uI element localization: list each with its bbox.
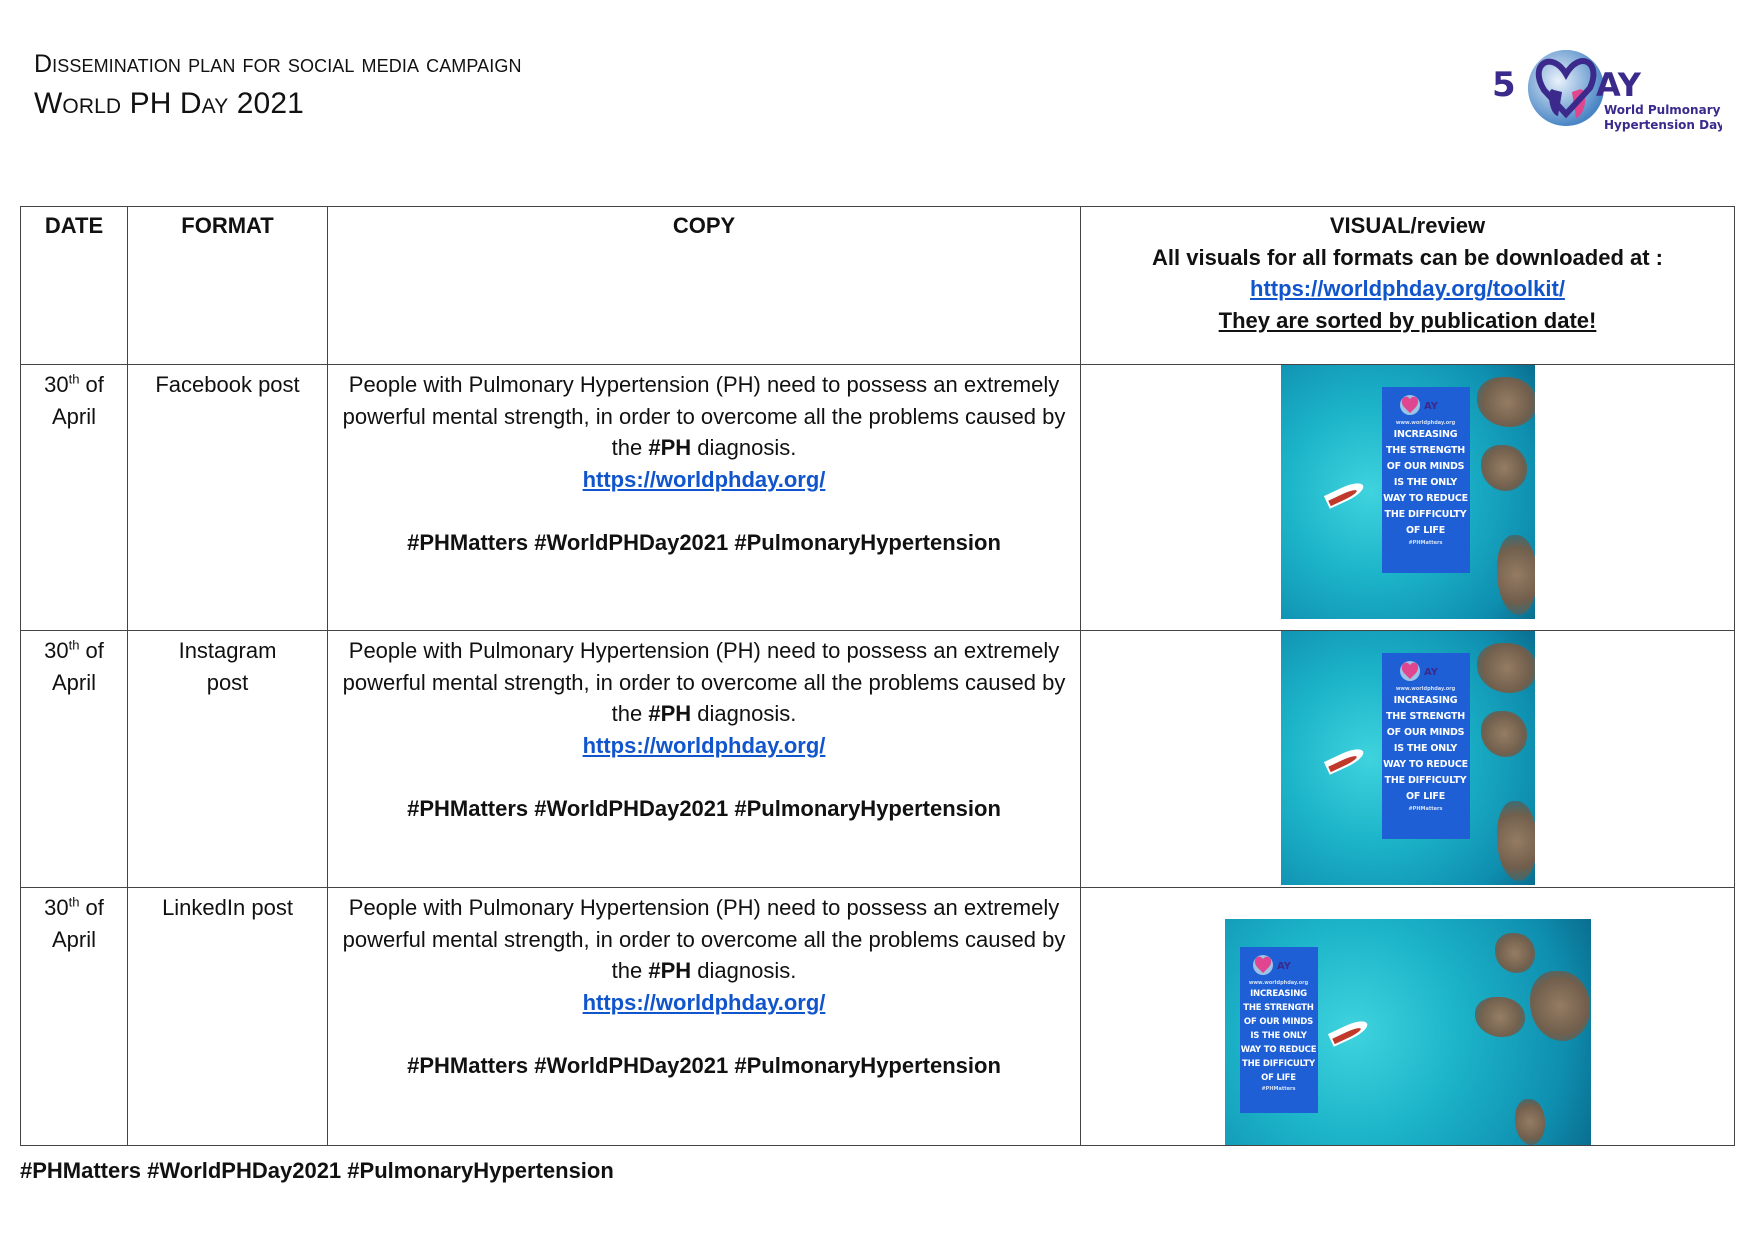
header-visual [1081,207,1735,365]
title-line-2: World PH Day 2021 [34,87,304,120]
visual-note: All visuals for all formats can be downloaded at : [1152,244,1663,270]
visual-cell [1081,888,1735,1146]
mini-logo-icon [1396,393,1456,417]
header-copy: COPY [328,207,1081,365]
footer-hashtags: #PHMatters #WorldPHDay2021 #PulmonaryHypertension [20,1158,614,1183]
svg-text:5: 5 [1492,65,1516,105]
visual-cell [1081,365,1735,631]
format-cell: Facebook post [128,365,328,631]
document-title [34,44,522,124]
campaign-visual-square[interactable] [1281,365,1535,619]
svg-text:Hypertension Day: Hypertension Day [1604,118,1722,132]
header-date: DATE [21,207,128,365]
table-row [21,631,1735,888]
svg-text:AY: AY [1423,401,1438,412]
visual-sorted-note: They are sorted by publication date! [1218,307,1597,333]
title-line-1: Dissemination plan for social media campaign [34,50,522,78]
table-row [21,365,1735,631]
world-ph-day-logo-icon [1492,44,1722,139]
table-row [21,888,1735,1146]
copy-cell: People with Pulmonary Hypertension (PH) need to possess an extremely powerful mental strength, in order to overcome all the problems caused by the #PH diagnosis. https://worldphday.org/ #PHMatters #WorldPHDay2021 #PulmonaryHypertension [328,888,1081,1146]
quote-panel: AY www.worldphday.org INCREASING THE STRENGTH OF OUR MINDS IS THE ONLY WAY TO REDUCE THE DIFFICULTY OF LIFE #PHMatters [1240,947,1318,1113]
world-ph-day-logo [1492,44,1722,139]
dissemination-plan-table [20,206,1735,1146]
toolkit-link[interactable]: https://worldphday.org/toolkit/ [1250,276,1565,301]
copy-cell: People with Pulmonary Hypertension (PH) need to possess an extremely powerful mental strength, in order to overcome all the problems caused by the #PH diagnosis. https://worldphday.org/ #PHMatters #WorldPHDay2021 #PulmonaryHypertension [328,365,1081,631]
svg-text:AY: AY [1596,66,1641,104]
table-header-row [21,207,1735,365]
date-cell: 30th of April [21,631,128,888]
quote-panel: AY www.worldphday.org INCREASING THE STRENGTH OF OUR MINDS IS THE ONLY WAY TO REDUCE THE DIFFICULTY OF LIFE #PHMatters [1382,387,1470,573]
campaign-visual-wide[interactable] [1225,919,1591,1145]
visual-cell [1081,631,1735,888]
format-cell: Instagram post [128,631,328,888]
svg-text:World Pulmonary: World Pulmonary [1604,103,1721,117]
hashtags: #PHMatters #WorldPHDay2021 #PulmonaryHypertension [407,1052,1001,1078]
campaign-visual-square[interactable] [1281,631,1535,885]
date-cell: 30th of April [21,365,128,631]
mini-logo-icon [1396,659,1456,683]
svg-text:AY: AY [1423,667,1438,678]
format-cell: LinkedIn post [128,888,328,1146]
quote-panel: AY www.worldphday.org INCREASING THE STRENGTH OF OUR MINDS IS THE ONLY WAY TO REDUCE THE DIFFICULTY OF LIFE #PHMatters [1382,653,1470,839]
visual-title: VISUAL/review [1329,213,1486,238]
date-cell: 30th of April [21,888,128,1146]
hashtags: #PHMatters #WorldPHDay2021 #PulmonaryHypertension [407,529,1001,555]
copy-cell: People with Pulmonary Hypertension (PH) need to possess an extremely powerful mental strength, in order to overcome all the problems caused by the #PH diagnosis. https://worldphday.org/ #PHMatters #WorldPHDay2021 #PulmonaryHypertension [328,631,1081,888]
worldphday-link[interactable]: https://worldphday.org/ [582,989,826,1015]
hashtags: #PHMatters #WorldPHDay2021 #PulmonaryHypertension [407,795,1001,821]
header-format: FORMAT [128,207,328,365]
worldphday-link[interactable]: https://worldphday.org/ [582,732,826,758]
worldphday-link[interactable]: https://worldphday.org/ [582,466,826,492]
mini-logo-icon [1249,953,1309,977]
svg-text:AY: AY [1276,961,1291,972]
